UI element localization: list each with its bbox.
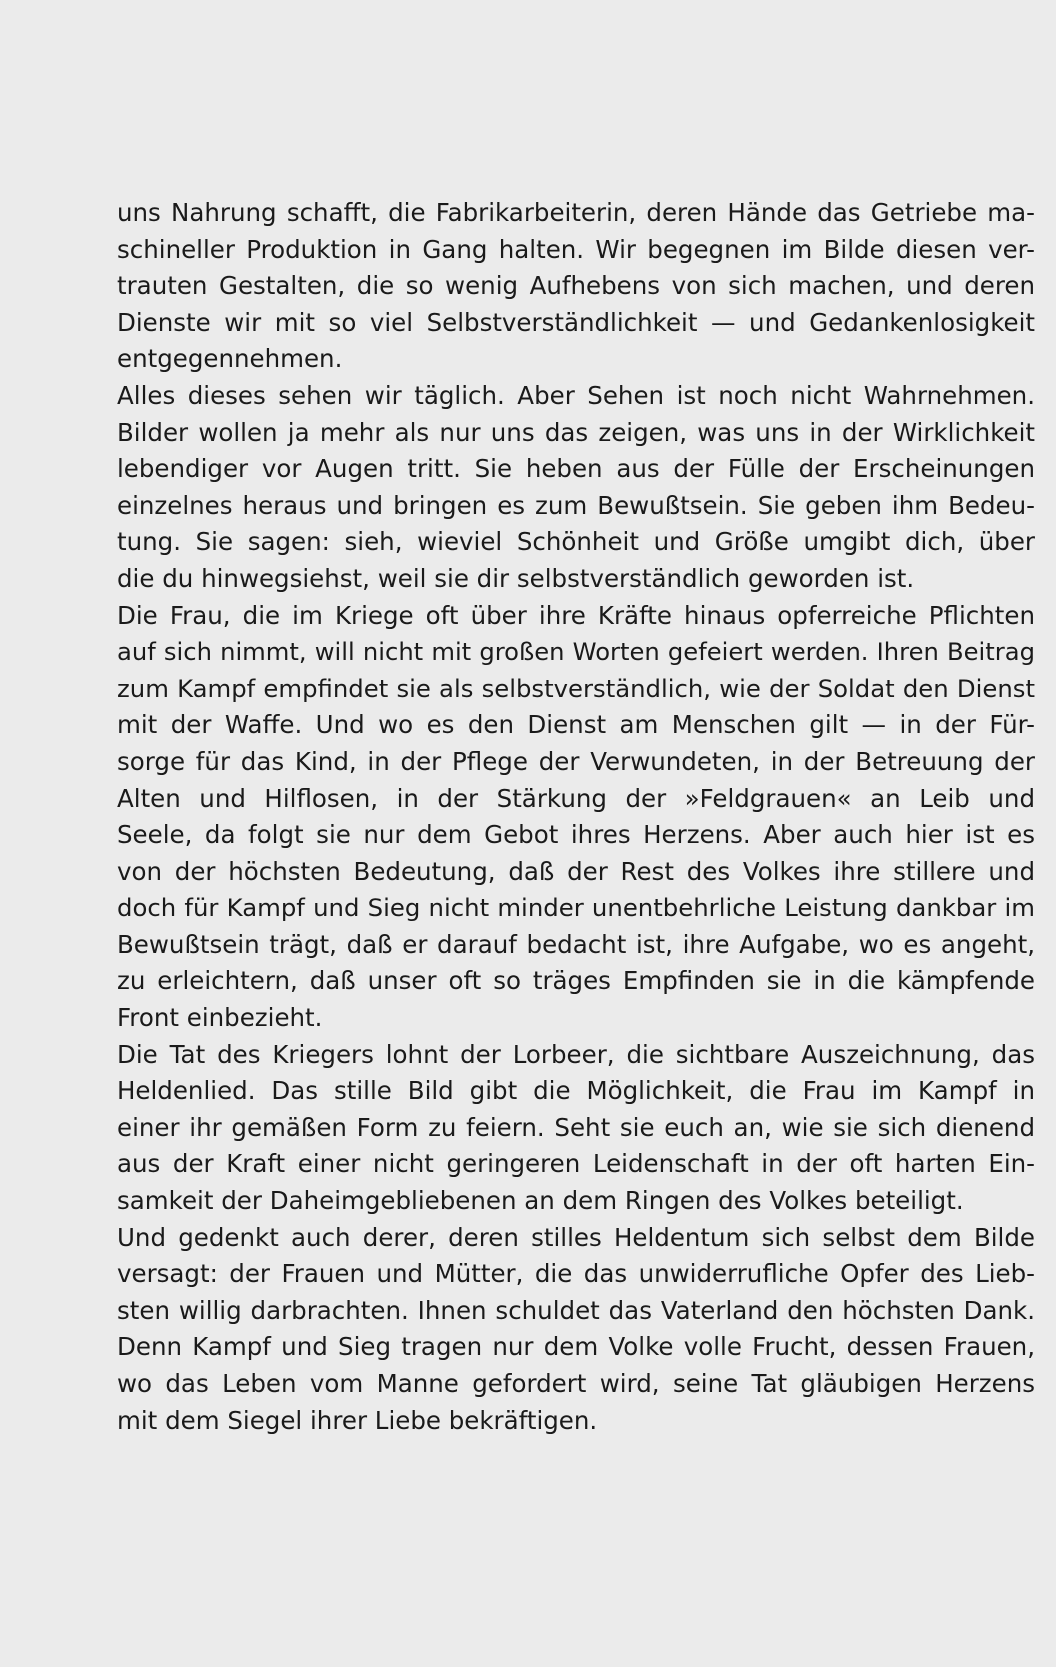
text-line: Die Frau, die im Kriege oft über ihre Kräfte hinaus opferreiche Pflichten [117, 600, 1035, 630]
text-line: Heldenlied. Das stille Bild gibt die Möglichkeit, die Frau im Kampf in [117, 1076, 1035, 1106]
text-line: auf sich nimmt, will nicht mit großen Worten gefeiert werden. Ihren Beitrag [117, 637, 1035, 667]
text-line: Bilder wollen ja mehr als nur uns das zeigen, was uns in der Wirklichkeit [117, 417, 1035, 447]
text-line: doch für Kampf und Sieg nicht minder unentbehrliche Leistung dankbar im [117, 893, 1035, 923]
text-line: trauten Gestalten, die so wenig Aufhebens von sich machen, und deren [117, 271, 1035, 301]
body-text [117, 195, 1035, 1439]
text-line: schineller Produktion in Gang halten. Wir begegnen im Bilde diesen ver- [117, 234, 1035, 264]
text-line: von der höchsten Bedeutung, daß der Rest des Volkes ihre stillere und [117, 856, 1035, 886]
text-line: zum Kampf empfindet sie als selbstverständlich, wie der Soldat den Dienst [117, 673, 1035, 703]
text-line: Alles dieses sehen wir täglich. Aber Sehen ist noch nicht Wahrnehmen. [117, 380, 1035, 410]
text-line: sten willig darbrachten. Ihnen schuldet das Vaterland den höchsten Dank. [117, 1295, 1035, 1325]
text-line: Die Tat des Kriegers lohnt der Lorbeer, die sichtbare Auszeichnung, das [117, 1039, 1035, 1069]
text-line: mit dem Siegel ihrer Liebe bekräftigen. [117, 1405, 598, 1435]
text-line: Front einbezieht. [117, 1003, 323, 1033]
text-line: mit der Waffe. Und wo es den Dienst am Menschen gilt — in der Für- [117, 710, 1035, 740]
text-line: uns Nahrung schafft, die Fabrikarbeiterin, deren Hände das Getriebe ma- [117, 198, 1035, 227]
text-line: Seele, da folgt sie nur dem Gebot ihres Herzens. Aber auch hier ist es [117, 820, 1035, 850]
text-line: die du hinwegsiehst, weil sie dir selbstverständlich geworden ist. [117, 563, 915, 593]
text-line: Bewußtsein trägt, daß er darauf bedacht ist, ihre Aufgabe, wo es angeht, [117, 929, 1035, 959]
text-line: sorge für das Kind, in der Pflege der Verwundeten, in der Betreuung der [117, 746, 1035, 776]
text-line: Denn Kampf und Sieg tragen nur dem Volke volle Frucht, dessen Frauen, [117, 1332, 1035, 1362]
text-line: Alten und Hilflosen, in der Stärkung der »Feldgrauen« an Leib und [117, 783, 1035, 813]
text-line: entgegennehmen. [117, 344, 343, 374]
text-line: einer ihr gemäßen Form zu feiern. Seht sie euch an, wie sie sich dienend [117, 1112, 1035, 1142]
text-line: aus der Kraft einer nicht geringeren Leidenschaft in der oft harten Ein- [117, 1149, 1035, 1179]
text-line: versagt: der Frauen und Mütter, die das unwiderrufliche Opfer des Lieb- [117, 1259, 1035, 1289]
text-line: Und gedenkt auch derer, deren stilles Heldentum sich selbst dem Bilde [117, 1222, 1035, 1252]
text-line: Dienste wir mit so viel Selbstverständlichkeit — und Gedankenlosigkeit [117, 307, 1035, 337]
text-line: einzelnes heraus und bringen es zum Bewußtsein. Sie geben ihm Bedeu- [117, 490, 1035, 520]
text-line: tung. Sie sagen: sieh, wieviel Schönheit und Größe umgibt dich, über [117, 527, 1035, 557]
text-line: samkeit der Daheimgebliebenen an dem Ringen des Volkes beteiligt. [117, 1186, 964, 1216]
text-line: zu erleichtern, daß unser oft so träges Empfinden sie in die kämpfende [117, 966, 1035, 996]
text-line: wo das Leben vom Manne gefordert wird, seine Tat gläubigen Herzens [117, 1369, 1035, 1398]
text-line: lebendiger vor Augen tritt. Sie heben aus der Fülle der Erscheinungen [117, 454, 1035, 484]
